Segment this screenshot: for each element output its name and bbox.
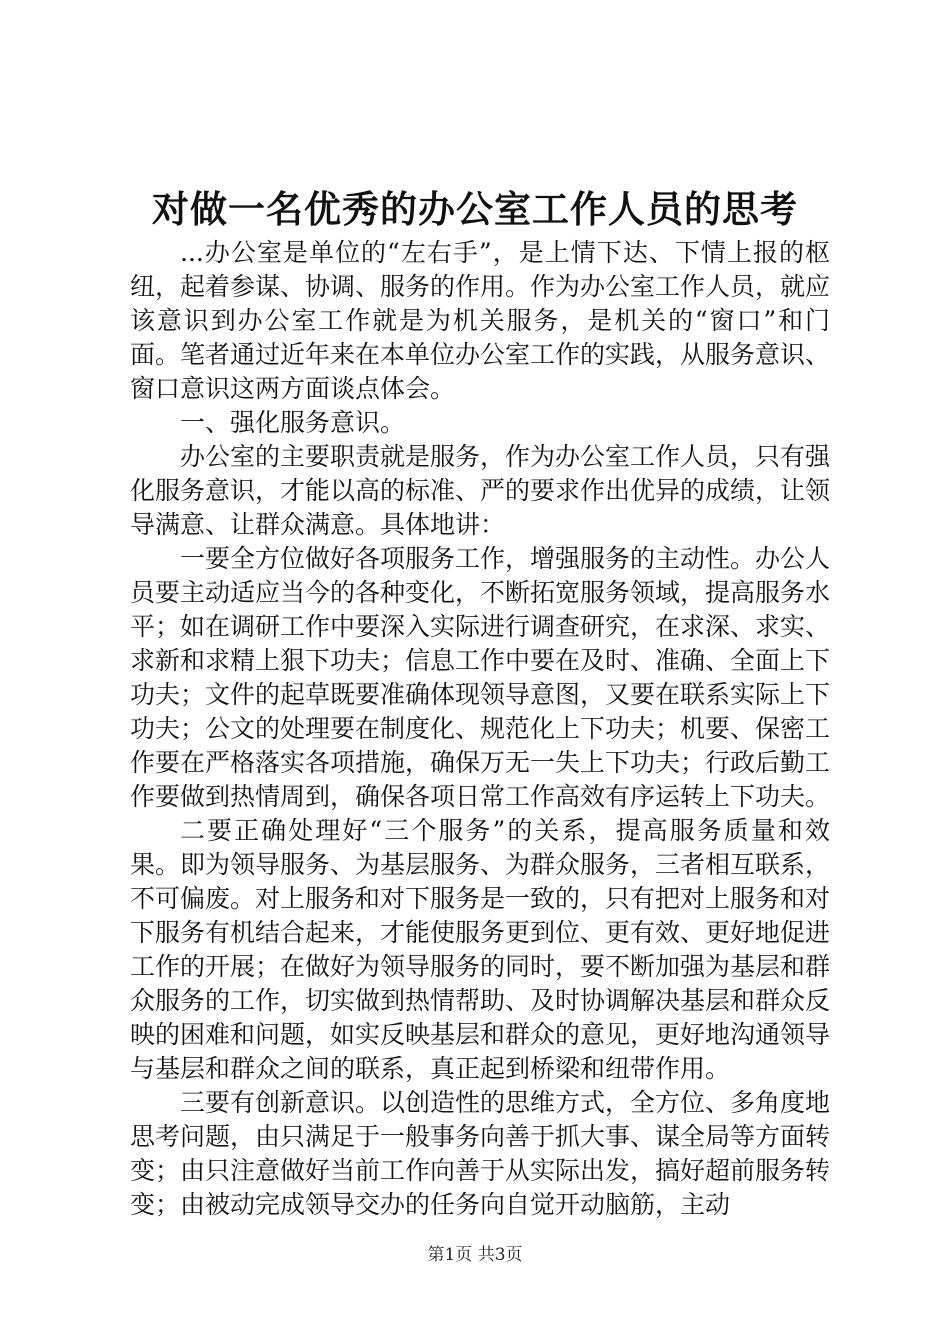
paragraph-point-2: 二要正确处理好“三个服务”的关系，提高服务质量和效果。即为领导服务、为基层服务、为群众服务，三者相互联系，不可偏废。对上服务和对下服务是一致的，只有把对上服务和对下服务有机结合起来，才能使服务更到位、更有效、更好地促进工作的开展；在做好为领导服务的同时，要不断加强为基层和群众服务的工作，切实做到热情帮助、及时协调解决基层和群众反映的困难和问题，如实反映基层和群众的意见，更好地沟通领导与基层和群众之间的联系，真正起到桥梁和纽带作用。: [130, 816, 831, 1083]
document-body: [130, 236, 830, 1222]
paragraph-point-1: 一要全方位做好各项服务工作，增强服务的主动性。办公人员要主动适应当今的各种变化，不断拓宽服务领域，提高服务水平；如在调研工作中要深入实际进行调查研究，在求深、求实、求新和求精上狠下功夫；信息工作中要在及时、准确、全面上下功夫；文件的起草既要准确体现领导意图，又要在联系实际上下功夫；公文的处理要在制度化、规范化上下功夫；机要、保密工作要在严格落实各项措施，确保万无一失上下功夫；行政后勤工作要做到热情周到，确保各项日常工作高效有序运转上下功夫。: [130, 544, 831, 811]
paragraph-point-3: 三要有创新意识。以创造性的思维方式，全方位、多角度地思考问题，由只满足于一般事务向善于抓大事、谋全局等方面转变；由只注意做好当前工作向善于从实际出发，搞好超前服务转变；由被动完成领导交办的任务向自觉开动脑筋，主动: [130, 1088, 831, 1219]
document-title: 对做一名优秀的办公室工作人员的思考: [152, 187, 798, 231]
page-footer: 第1页 共3页: [427, 1245, 523, 1265]
section-heading-1: 一、强化服务意识。: [180, 408, 406, 437]
paragraph-intro: ...办公室是单位的“左右手”，是上情下达、下情上报的枢纽，起着参谋、协调、服务的作用。作为办公室工作人员，就应该意识到办公室工作就是为机关服务，是机关的“窗口”和门面。笔者通过近年来在本单位办公室工作的实践，从服务意识、窗口意识这两方面谈点体会。: [130, 238, 831, 403]
paragraph-duties: 办公室的主要职责就是服务，作为办公室工作人员，只有强化服务意识，才能以高的标准、严的要求作出优异的成绩，让领导满意、让群众满意。具体地讲：: [130, 442, 831, 539]
